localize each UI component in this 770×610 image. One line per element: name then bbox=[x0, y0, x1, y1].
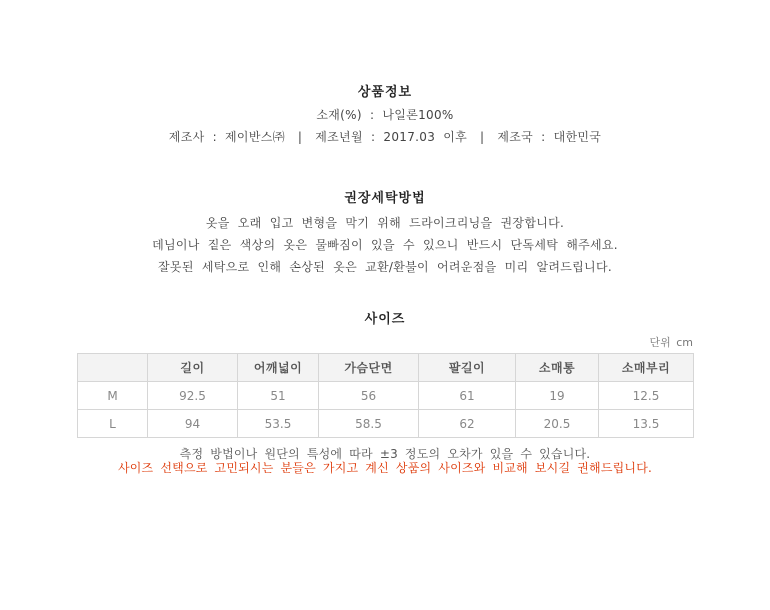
value-cell: 13.5 bbox=[599, 410, 694, 438]
wash-guide-title: 권장세탁방법 bbox=[344, 191, 426, 206]
value-cell: 53.5 bbox=[238, 410, 319, 438]
size-table-row-l bbox=[78, 410, 694, 438]
value-cell: 12.5 bbox=[599, 382, 694, 410]
column-header-shoulder: 어깨넓이 bbox=[238, 354, 319, 382]
field-separator: | bbox=[480, 130, 485, 144]
size-recommendation-note: 사이즈 선택으로 고민되시는 분들은 가지고 계신 상품의 사이즈와 비교해 보시길 권해드립니다. bbox=[117, 461, 653, 475]
column-header-sleeve-width: 소매통 bbox=[516, 354, 599, 382]
column-header-size bbox=[78, 354, 148, 382]
wash-guide-line: 옷을 오래 입고 변형을 막기 위해 드라이크리닝을 권장합니다. bbox=[205, 216, 565, 230]
value-cell: 61 bbox=[419, 382, 516, 410]
value-cell: 94 bbox=[148, 410, 238, 438]
content-column bbox=[77, 0, 693, 475]
material-line: 소재(%) : 나일론100% bbox=[316, 108, 454, 122]
column-header-chest: 가슴단면 bbox=[319, 354, 419, 382]
country-field: 제조국 : 대한민국 bbox=[497, 130, 602, 144]
size-cell: L bbox=[78, 410, 148, 438]
wash-guide-line: 데님이나 짙은 색상의 옷은 물빠짐이 있을 수 있으니 반드시 단독세탁 해주세요. bbox=[152, 238, 618, 252]
product-info-title: 상품정보 bbox=[357, 85, 413, 100]
manufacturer-line bbox=[77, 130, 693, 144]
size-table-header-row bbox=[78, 354, 694, 382]
size-table-row-m bbox=[78, 382, 694, 410]
wash-guide-line: 잘못된 세탁으로 인해 손상된 옷은 교환/환불이 어려운점을 미리 알려드립니다. bbox=[158, 260, 612, 274]
size-table bbox=[77, 353, 694, 438]
value-cell: 62 bbox=[419, 410, 516, 438]
value-cell: 56 bbox=[319, 382, 419, 410]
size-section-title: 사이즈 bbox=[364, 312, 406, 327]
size-notes bbox=[77, 447, 693, 475]
size-cell: M bbox=[78, 382, 148, 410]
value-cell: 92.5 bbox=[148, 382, 238, 410]
manufacture-date-field: 제조년월 : 2017.03 이후 bbox=[315, 130, 468, 144]
column-header-arm-length: 팔길이 bbox=[419, 354, 516, 382]
value-cell: 51 bbox=[238, 382, 319, 410]
tolerance-note: 측정 방법이나 원단의 특성에 따라 ±3 정도의 오차가 있을 수 있습니다. bbox=[179, 447, 591, 461]
value-cell: 19 bbox=[516, 382, 599, 410]
field-separator: | bbox=[297, 130, 303, 144]
column-header-sleeve-cuff: 소매부리 bbox=[599, 354, 694, 382]
wash-guide-lines bbox=[77, 212, 693, 278]
maker-field: 제조사 : 제이반스㈜ bbox=[168, 130, 285, 144]
unit-label: 단위 cm bbox=[649, 336, 693, 349]
value-cell: 58.5 bbox=[319, 410, 419, 438]
value-cell: 20.5 bbox=[516, 410, 599, 438]
column-header-length: 길이 bbox=[148, 354, 238, 382]
